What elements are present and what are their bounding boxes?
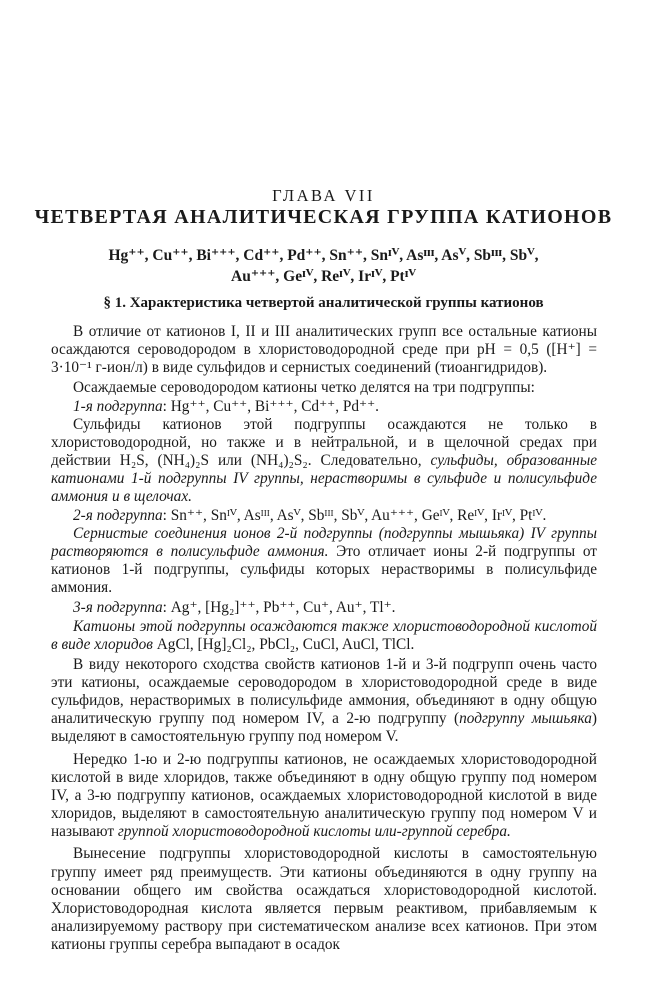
paragraph-7-italic: группой хлористоводородной кислоты или-группой серебра. [117,823,511,841]
paragraph-6 [51,656,597,747]
body-text [51,323,597,954]
paragraph-7-text: Нередко 1-ю и 2-ю подгруппы катионов, не осаждаемых хлористоводородной кислотой в виде хлоридов, также объединяют в одну общую группу под номером IV, а 3-ю подгруппу катионов, осаждаемых хлористоводородной кислотой в виде хлоридов, выделяют в самостоятельную аналитическую группу под номером V и называют [51,750,597,841]
paragraph-4 [51,525,597,598]
paragraph-6-text: В виду некоторого сходства свойств катионов 1-й и 3-й подгрупп очень часто эти катионы, осаждаемые сероводородом в хлористоводородной среде в виде сульфидов, нерастворимых в полисульфиде аммония, объединяют в одну общую аналитическую группу под номером IV, а 2-ю подгруппу ( [51,655,597,728]
subgroup-1-ions: Hg⁺⁺, Cu⁺⁺, Bi⁺⁺⁺, Cd⁺⁺, Pd⁺⁺. [170,397,379,415]
paragraph-6-italic: подгруппу мышьяка [459,710,592,728]
paragraph-8: Вынесение подгруппы хлористоводородной кислоты в самостоятельную группу имеет ряд преимуществ. Эти катионы объединяются в одну группу на основании общего им свойства осаждаться хлористоводородной кислотой. Хлористоводородная кислота является первым реактивом, прибавляемым к анализируемому раствору при систематическом анализе всех катионов. При этом катионы группы серебра выпадают в осадок [51,845,597,954]
paragraph-1: В отличие от катионов I, II и III аналитических групп все остальные катионы осаждаются сероводородом в хлористоводородной среде при pH = 0,5 ([H⁺] = 3·10⁻¹ г-ион/л) в виде сульфидов и сернистых соединений (тиоангидридов). [51,323,597,377]
subgroup-3: 3-я подгруппа: Ag⁺, [Hg₂]⁺⁺, Pb⁺⁺, Cu⁺, Au⁺, Tl⁺. [73,599,396,617]
subgroup-1-label: 1-я подгруппа [73,397,163,415]
paragraph-5 [51,618,597,654]
chapter-title: ЧЕТВЕРТАЯ АНАЛИТИЧЕСКАЯ ГРУППА КАТИОНОВ [34,206,613,228]
ions-line-2: Au⁺⁺⁺, Geᴵⱽ, Reᴵⱽ, Irᴵⱽ, Ptᴵⱽ [231,268,416,285]
paragraph-3-text: Сульфиды катионов этой подгруппы осаждаются не только в хлористоводородной, но также и в нейтральной, и в щелочной средах при действии H₂S, (NH₄)₂S или (NH₄)₂S₂. Следовательно, [51,415,597,470]
paragraph-3 [51,416,597,507]
paragraph-7 [51,751,597,842]
paragraph-3-italic: сульфиды, образованные катионами 1-й подгруппы IV группы, нерастворимы в сульфиде и полисульфиде аммония и в щелочах. [51,452,598,506]
ions-line-1: Hg⁺⁺, Cu⁺⁺, Bi⁺⁺⁺, Cd⁺⁺, Pd⁺⁺, Sn⁺⁺, Snᴵⱽ, Asᴵᴵᴵ, Asⱽ, Sbᴵᴵᴵ, Sbⱽ, [108,247,539,264]
paragraph-2: Осаждаемые сероводородом катионы четко делятся на три подгруппы: [73,379,535,397]
paragraph-5-italic: Катионы этой подгруппы осаждаются также хлористоводородной кислотой в виде хлоридов [51,617,597,653]
subgroup-2-label: 2-я подгруппа [73,506,163,524]
section-heading: § 1. Характеристика четвертой аналитической группы катионов [103,295,544,311]
subgroup-3-label: 3-я подгруппа [73,599,163,617]
subgroup-1: 1-я подгруппа: Hg⁺⁺, Cu⁺⁺, Bi⁺⁺⁺, Cd⁺⁺, Pd⁺⁺. [73,397,379,415]
subgroup-2: 2-я подгруппа: Sn⁺⁺, Snᴵⱽ, Asᴵᴵᴵ, Asⱽ, Sbᴵᴵᴵ, Sbⱽ, Au⁺⁺⁺, Geᴵⱽ, Reᴵⱽ, Irᴵⱽ, Ptᴵⱽ. [73,506,547,524]
subgroup-3-ions: Ag⁺, [Hg₂]⁺⁺, Pb⁺⁺, Cu⁺, Au⁺, Tl⁺. [170,599,396,617]
paragraph-4-text: Это отличает ионы 2-й подгруппы от катионов 1-й подгруппы, сульфиды которых нерастворимы в полисульфиде аммония. [51,542,597,597]
subgroup-2-ions: Sn⁺⁺, Snᴵⱽ, Asᴵᴵᴵ, Asⱽ, Sbᴵᴵᴵ, Sbⱽ, Au⁺⁺⁺, Geᴵⱽ, Reᴵⱽ, Irᴵⱽ, Ptᴵⱽ. [170,506,547,524]
paragraph-4-italic: Сернистые соединения ионов 2-й подгруппы (подгруппы мышьяка) IV группы растворяются в полисульфиде аммония. [51,524,597,560]
paragraph-6-end: ) выделяют в самостоятельную группу под номером V. [51,710,597,746]
chapter-number: ГЛАВА VII [272,186,375,205]
paragraph-5-formulas: AgCl, [Hg]₂Cl₂, PbCl₂, CuCl, AuCl, TlCl. [152,635,415,653]
